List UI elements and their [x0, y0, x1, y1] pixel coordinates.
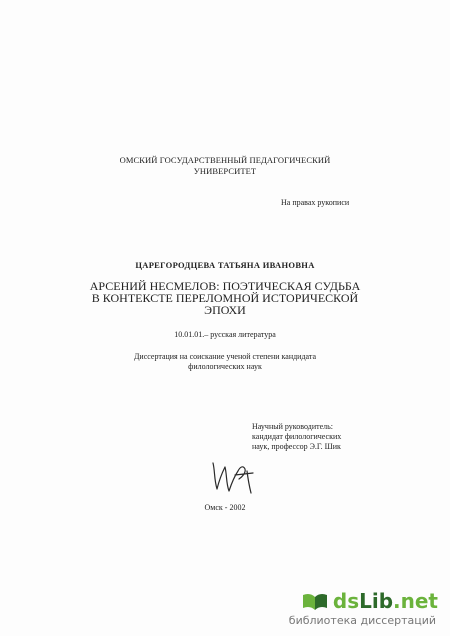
university-name	[0, 155, 450, 177]
dslib-name	[333, 590, 438, 612]
dissertation-title	[0, 280, 450, 316]
advisor-line2: кандидат филологических	[252, 432, 342, 441]
specialty-code: 10.01.01.– русская литература	[174, 330, 276, 339]
title-line3: ЭПОХИ	[204, 303, 246, 317]
city-year: Омск - 2002	[204, 503, 246, 512]
university-name-line1: ОМСКИЙ ГОСУДАРСТВЕННЫЙ ПЕДАГОГИЧЕСКИЙ	[119, 155, 331, 165]
dslib-tagline: библиотека диссертаций	[288, 614, 436, 627]
dslib-name-lib: Lib	[359, 589, 394, 613]
rights-note: На правах рукописи	[281, 198, 350, 207]
open-book-icon	[301, 590, 329, 612]
degree-line1: Диссертация на соискание ученой степени кандидата	[133, 352, 317, 361]
dslib-watermark[interactable]	[238, 590, 438, 630]
university-name-line2: УНИВЕРСИТЕТ	[193, 166, 257, 176]
handwritten-signature	[205, 457, 260, 497]
degree-line2: филологических наук	[188, 362, 262, 371]
advisor-line1: Научный руководитель:	[252, 422, 334, 431]
dslib-name-ds: ds	[332, 589, 360, 613]
title-line2: В КОНТЕКСТЕ ПЕРЕЛОМНОЙ ИСТОРИЧЕСКОЙ	[91, 291, 359, 305]
title-line1: АРСЕНИЙ НЕСМЕЛОВ: ПОЭТИЧЕСКАЯ СУДЬБА	[89, 279, 361, 293]
advisor-line3: наук, профессор Э.Г. Шик	[252, 442, 341, 451]
dslib-logo-row	[301, 590, 438, 612]
author-name: ЦАРЕГОРОДЦЕВА ТАТЬЯНА ИВАНОВНА	[135, 260, 315, 270]
dslib-name-net: .net	[393, 589, 438, 613]
scientific-advisor	[252, 422, 341, 452]
degree-statement	[0, 352, 450, 372]
